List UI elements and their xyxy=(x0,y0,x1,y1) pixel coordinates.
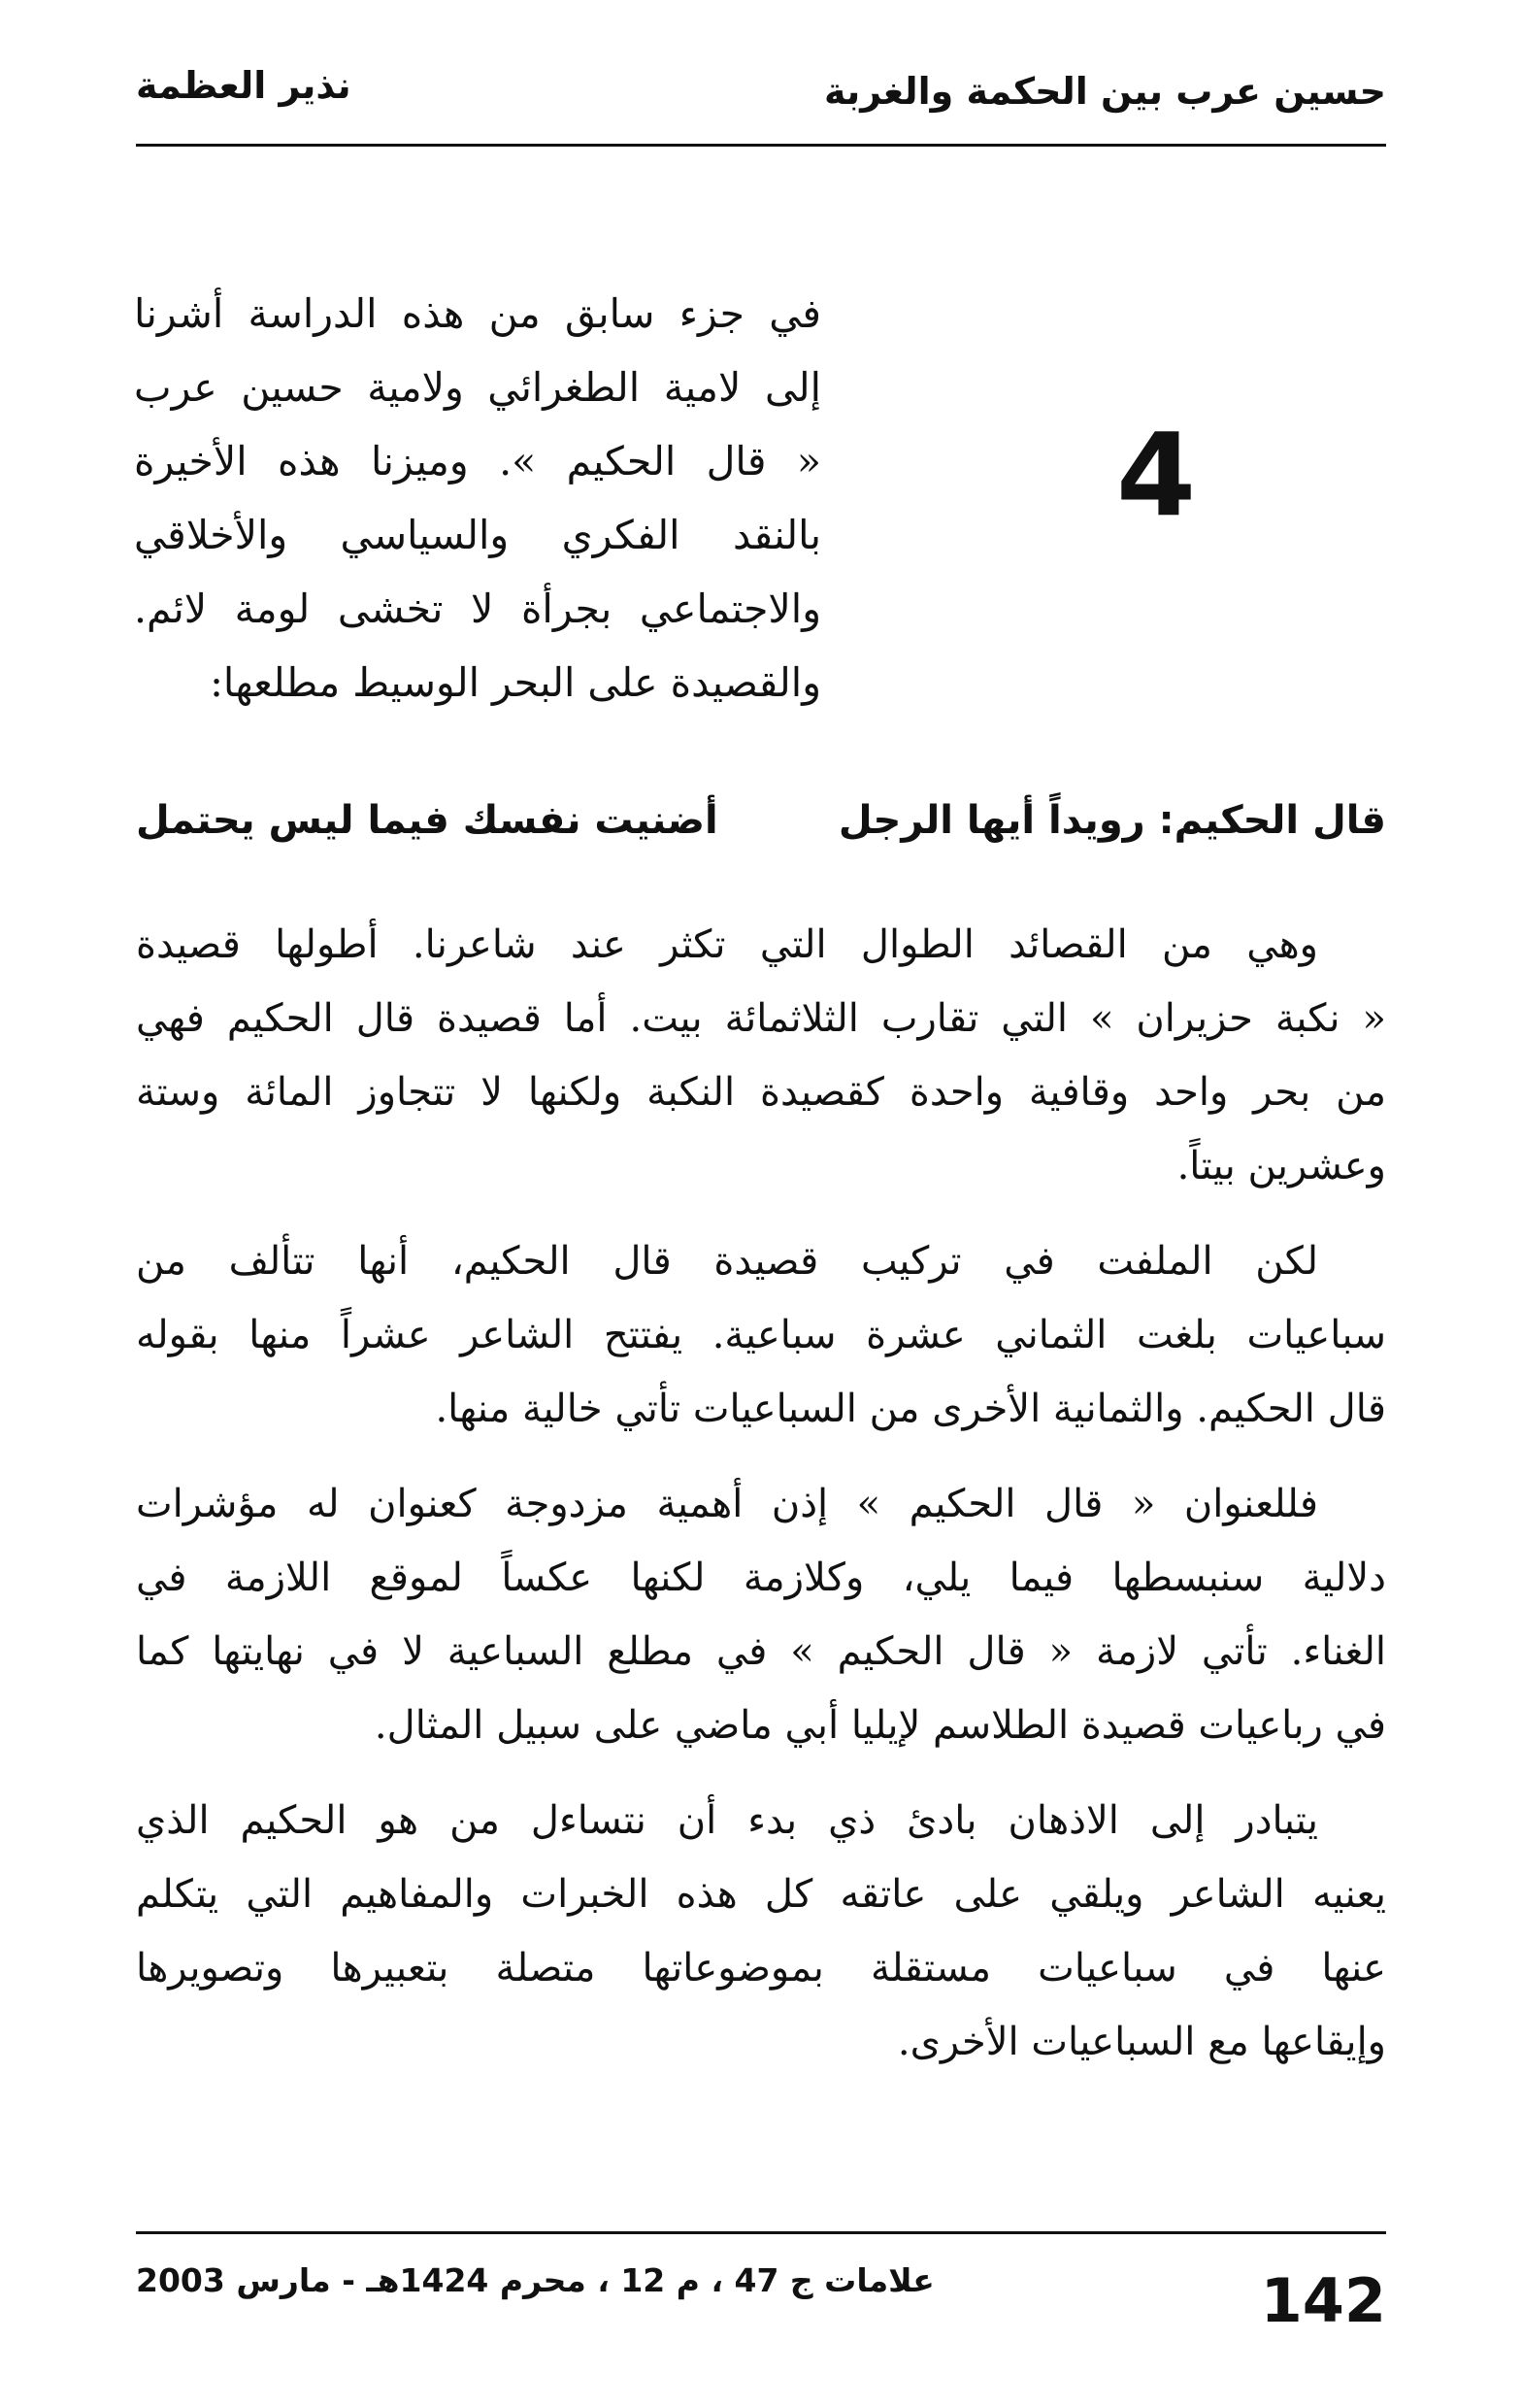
text-line: وإيقاعها مع السباعيات الأخرى. xyxy=(897,2020,1386,2064)
text-line: وعشرين بيتاً. xyxy=(1176,1144,1386,1188)
text-line: وهي من القصائد الطوال التي تكثر عند شاعرنا. أطولها قصيدة xyxy=(136,922,1318,967)
text-line: يتبادر إلى الاذهان بادئ ذي بدء أن نتساءل من هو الحكيم الذي xyxy=(136,1798,1318,1843)
author-name: نذير العظمة xyxy=(136,64,351,107)
text-line: فللعنوان « قال الحكيم » إذن أهمية مزدوجة كعنوان له مؤشرات xyxy=(136,1482,1318,1526)
intro-paragraph xyxy=(134,277,821,719)
intro-line: بالنقد الفكري والسياسي والأخلاقي xyxy=(134,512,821,558)
text-line: من بحر واحد وقافية واحدة كقصيدة النكبة ولكنها لا تتجاوز المائة وستة xyxy=(136,1070,1386,1115)
running-title: حسين عرب بين الحكمة والغربة xyxy=(823,70,1386,113)
poem-verse xyxy=(136,798,1386,866)
text-line: دلالية سنبسطها فيما يلي، وكلازمة لكنها عكساً لموقع اللازمة في xyxy=(136,1555,1386,1600)
text-line: « نكبة حزيران » التي تقارب الثلاثمائة بيت. أما قصيدة قال الحكيم فهي xyxy=(136,996,1386,1041)
text-line: سباعيات بلغت الثماني عشرة سباعية. يفتتح الشاعر عشراً منها بقوله xyxy=(136,1313,1386,1357)
intro-line: إلى لامية الطغرائي ولامية حسين عرب xyxy=(134,364,821,411)
page-number: 142 xyxy=(1260,2265,1386,2336)
paragraph xyxy=(136,1467,1386,1762)
intro-line: في جزء سابق من هذه الدراسة أشرنا xyxy=(134,290,821,337)
text-line: يعنيه الشاعر ويلقي على عاتقه كل هذه الخبرات والمفاهيم التي يتكلم xyxy=(136,1872,1386,1917)
journal-citation: علامات ج 47 ، م 12 ، محرم 1424هـ - مارس 2003 xyxy=(136,2261,935,2299)
verse-second-hemistich: أضنيت نفسك فيما ليس يحتمل xyxy=(136,798,718,843)
text-line: في رباعيات قصيدة الطلاسم لإيليا أبي ماضي على سبيل المثال. xyxy=(374,1703,1386,1748)
paragraph xyxy=(136,1784,1386,2079)
text-line: عنها في سباعيات مستقلة بموضوعاتها متصلة بتعبيرها وتصويرها xyxy=(136,1946,1386,1990)
section-number: 4 xyxy=(1116,408,1197,542)
body-text xyxy=(136,908,1386,2100)
text-line: قال الحكيم. والثمانية الأخرى من السباعيات تأتي خالية منها. xyxy=(435,1387,1386,1431)
paragraph xyxy=(136,908,1386,1203)
page-footer xyxy=(136,2231,1386,2341)
text-line: لكن الملفت في تركيب قصيدة قال الحكيم، أنها تتألف من xyxy=(136,1239,1318,1284)
paragraph xyxy=(136,1224,1386,1446)
intro-line: والقصيدة على البحر الوسيط مطلعها: xyxy=(210,659,821,706)
verse-first-hemistich: قال الحكيم: رويداً أيها الرجل xyxy=(838,798,1386,843)
text-line: الغناء. تأتي لازمة « قال الحكيم » في مطلع السباعية لا في نهايتها كما xyxy=(136,1629,1386,1674)
running-header xyxy=(136,56,1386,147)
intro-line: والاجتماعي بجرأة لا تخشى لومة لائم. xyxy=(134,585,821,632)
intro-line: « قال الحكيم ». وميزنا هذه الأخيرة xyxy=(134,438,821,485)
